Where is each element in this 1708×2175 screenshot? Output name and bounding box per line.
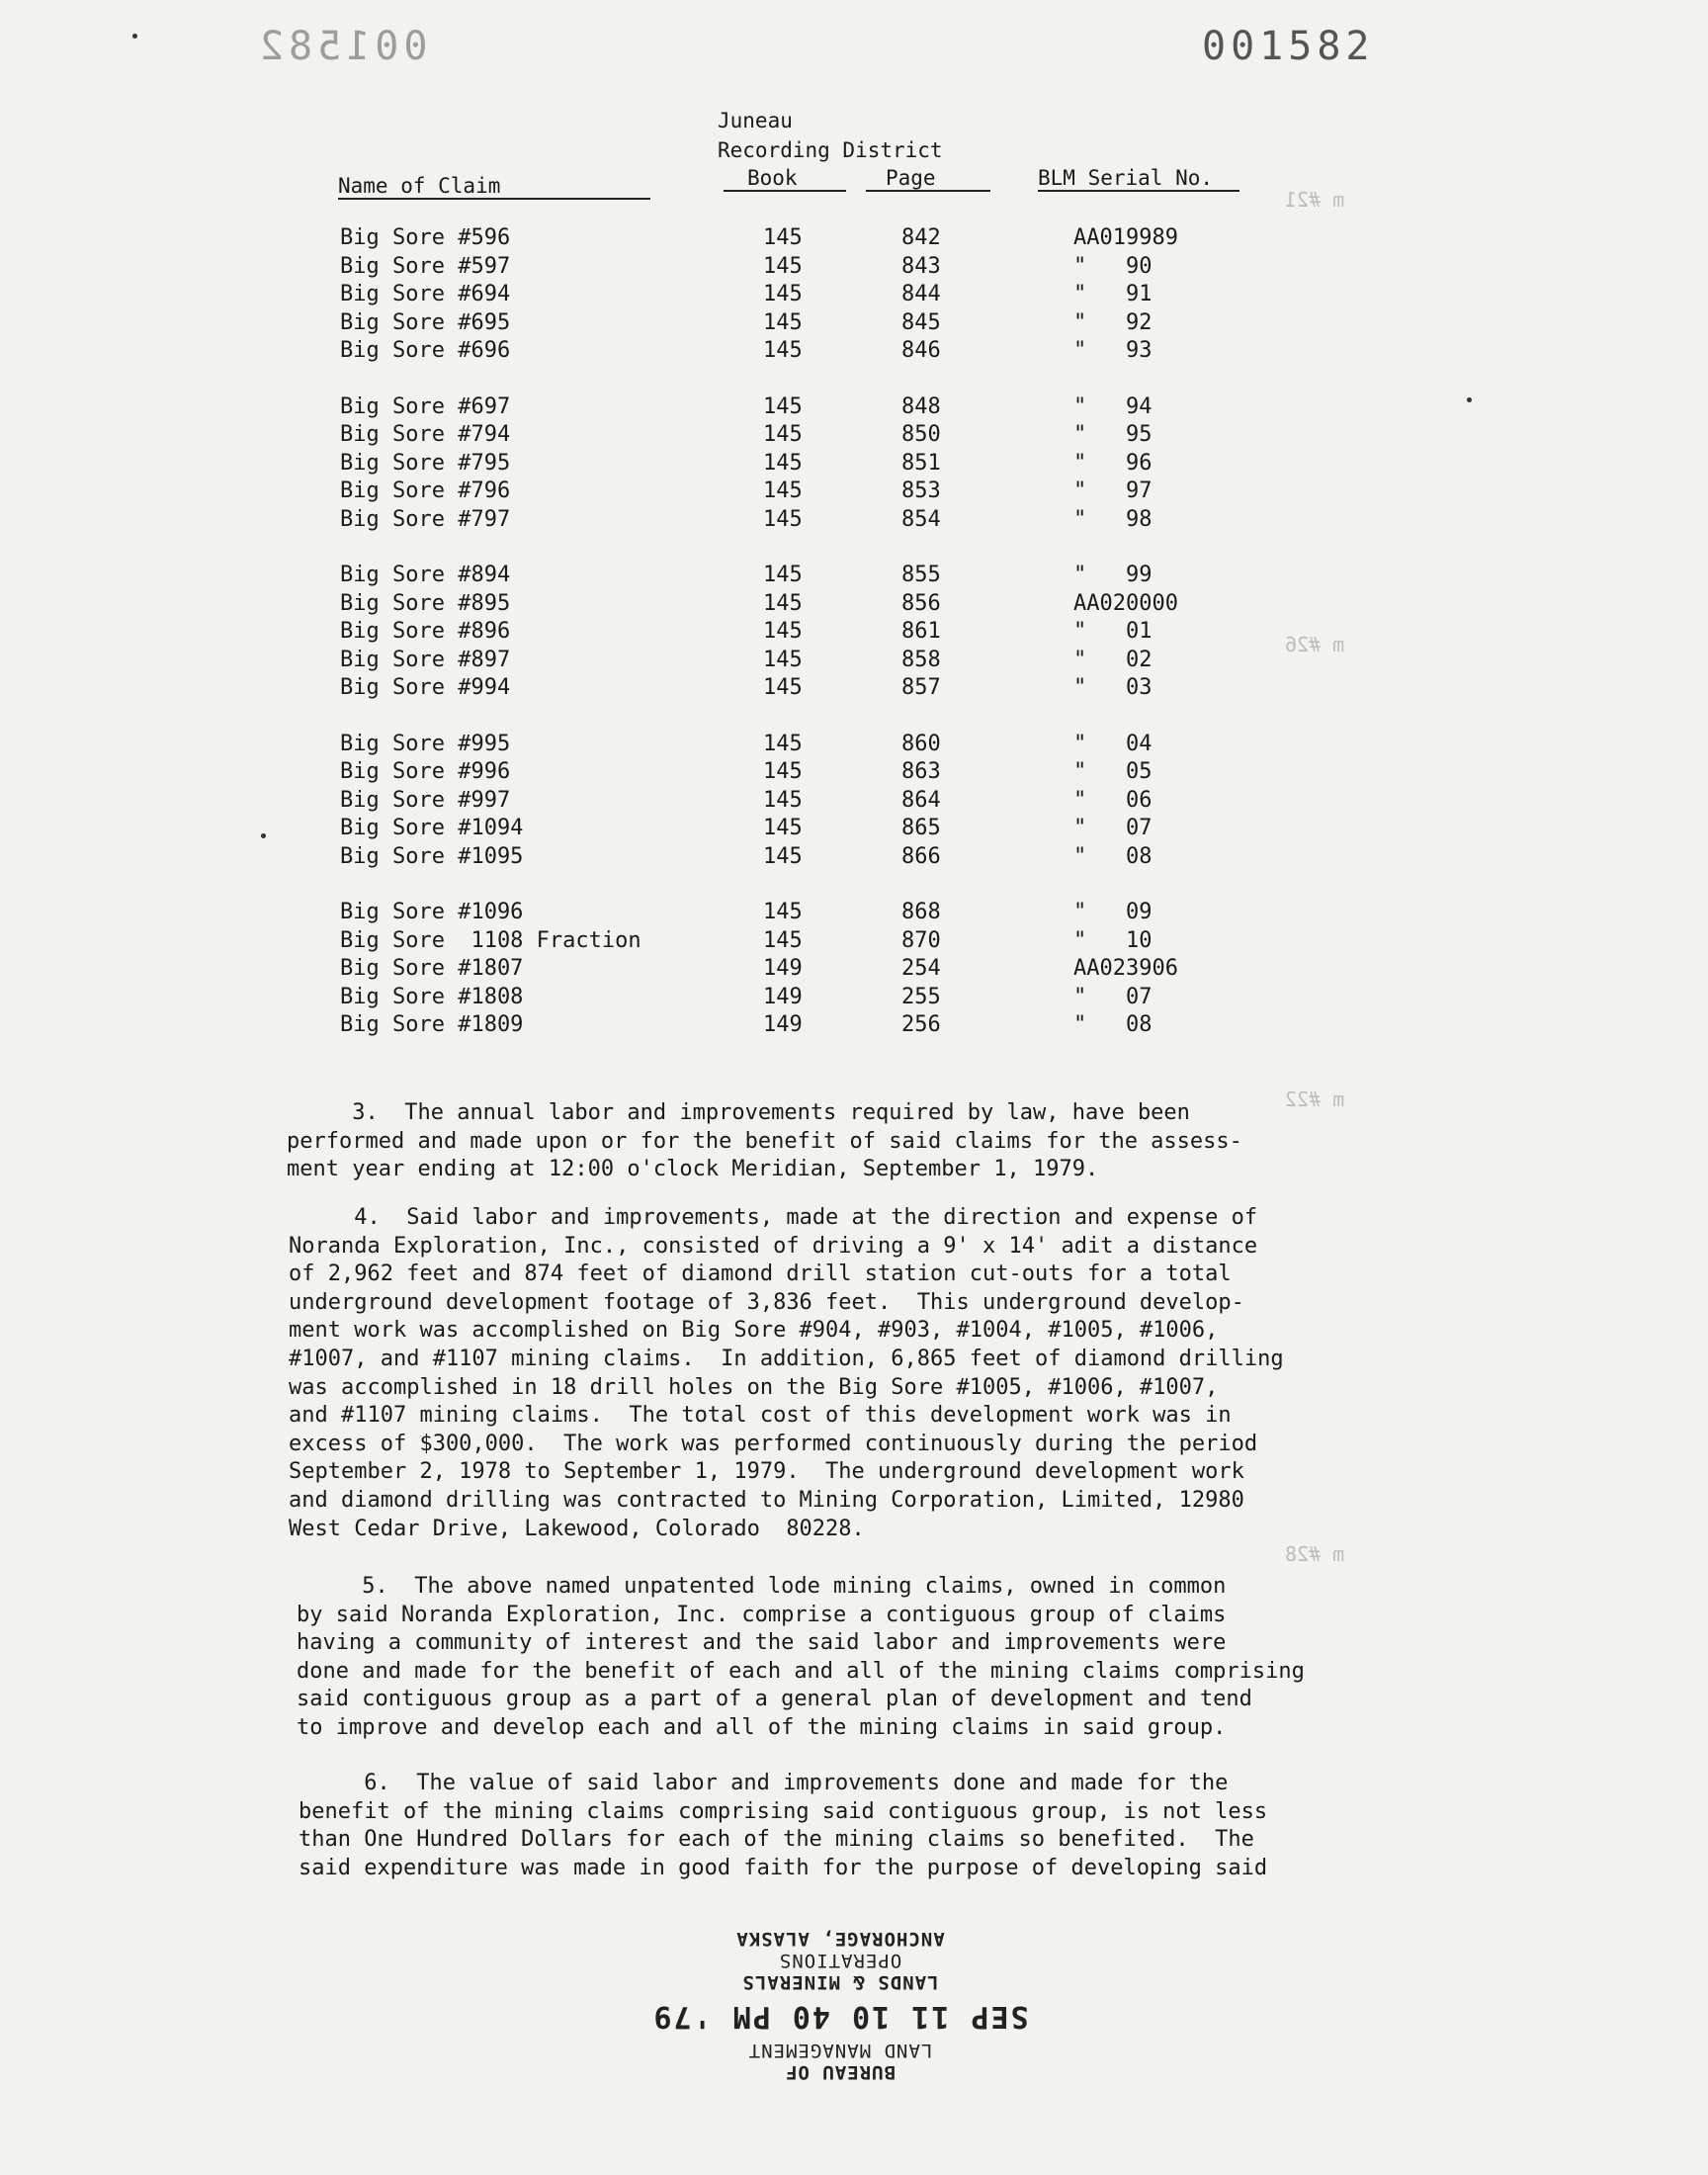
claim-serial: " 08 bbox=[1073, 843, 1153, 869]
claim-book: 145 bbox=[763, 843, 803, 869]
claim-name: Big Sore #794 bbox=[340, 422, 511, 447]
claim-name: Big Sore #897 bbox=[340, 647, 511, 672]
column-header-page: Page bbox=[866, 166, 990, 192]
bleed-through-doc-number: 001582 bbox=[255, 24, 428, 69]
column-header-book: Book bbox=[724, 166, 846, 192]
claim-serial: " 03 bbox=[1073, 675, 1153, 700]
claim-page: 868 bbox=[901, 900, 941, 924]
claim-page: 254 bbox=[901, 956, 941, 981]
claim-page: 865 bbox=[901, 816, 941, 840]
claim-name: Big Sore #895 bbox=[340, 590, 511, 616]
doc-number: 001582 bbox=[1202, 24, 1375, 69]
claim-page: 864 bbox=[901, 787, 941, 813]
claim-serial: " 92 bbox=[1073, 309, 1153, 335]
stamp-received-date: SEP 11 10 40 PM '79 bbox=[651, 1999, 1029, 2034]
claim-page: 866 bbox=[901, 843, 941, 869]
claim-book: 145 bbox=[763, 759, 803, 784]
bleed-through-mark: m #22 bbox=[1285, 1088, 1345, 1111]
claim-serial: " 98 bbox=[1073, 506, 1153, 532]
stamp-lands-minerals: LANDS & MINERALS bbox=[741, 1971, 939, 1993]
column-header-name: Name of Claim bbox=[338, 174, 650, 200]
stamp-location: ANCHORAGE, ALASKA bbox=[735, 1928, 945, 1950]
claim-page: 850 bbox=[901, 422, 941, 447]
claim-page: 846 bbox=[901, 338, 941, 363]
claim-book: 149 bbox=[763, 984, 803, 1009]
claim-name: Big Sore #1096 bbox=[340, 900, 524, 924]
column-header-blm-serial: BLM Serial No. bbox=[1038, 166, 1239, 192]
claim-book: 145 bbox=[763, 731, 803, 756]
claim-name: Big Sore #797 bbox=[340, 506, 511, 532]
claim-name: Big Sore #896 bbox=[340, 619, 511, 644]
stamp-operations: OPERATIONS bbox=[778, 1950, 902, 1971]
claim-serial: " 91 bbox=[1073, 282, 1153, 306]
claim-serial: AA020000 bbox=[1073, 590, 1178, 616]
claim-page: 861 bbox=[901, 619, 941, 644]
claim-page: 863 bbox=[901, 759, 941, 784]
bleed-through-mark: m #21 bbox=[1285, 188, 1345, 212]
claim-book: 145 bbox=[763, 393, 803, 419]
claim-page: 844 bbox=[901, 282, 941, 306]
claim-book: 149 bbox=[763, 956, 803, 981]
claim-serial: " 93 bbox=[1073, 338, 1153, 363]
claim-book: 145 bbox=[763, 816, 803, 840]
claim-name: Big Sore #796 bbox=[340, 478, 511, 503]
district-header-line2: Recording District bbox=[718, 138, 943, 162]
claim-name: Big Sore #1808 bbox=[340, 984, 524, 1009]
claim-serial: " 07 bbox=[1073, 984, 1153, 1009]
claim-book: 145 bbox=[763, 619, 803, 644]
claim-page: 848 bbox=[901, 393, 941, 419]
claim-serial: " 08 bbox=[1073, 1012, 1153, 1037]
claim-page: 870 bbox=[901, 927, 941, 953]
claim-serial: " 06 bbox=[1073, 787, 1153, 813]
claim-page: 855 bbox=[901, 563, 941, 587]
claim-book: 149 bbox=[763, 1012, 803, 1037]
claim-book: 145 bbox=[763, 282, 803, 306]
claim-name: Big Sore #596 bbox=[340, 225, 511, 250]
claim-serial: " 94 bbox=[1073, 393, 1153, 419]
claim-name: Big Sore #694 bbox=[340, 282, 511, 306]
claim-name: Big Sore #994 bbox=[340, 675, 511, 700]
claim-page: 857 bbox=[901, 675, 941, 700]
claim-book: 145 bbox=[763, 563, 803, 587]
claim-serial: " 97 bbox=[1073, 478, 1153, 503]
claim-serial: " 10 bbox=[1073, 927, 1153, 953]
claim-page: 854 bbox=[901, 506, 941, 532]
speck bbox=[1467, 397, 1472, 402]
claim-name: Big Sore #1094 bbox=[340, 816, 524, 840]
claim-book: 145 bbox=[763, 450, 803, 476]
claim-book: 145 bbox=[763, 422, 803, 447]
claim-serial: " 90 bbox=[1073, 253, 1153, 279]
claim-page: 255 bbox=[901, 984, 941, 1009]
claim-page: 845 bbox=[901, 309, 941, 335]
speck bbox=[261, 833, 266, 838]
claim-page: 858 bbox=[901, 647, 941, 672]
claim-name: Big Sore #697 bbox=[340, 393, 511, 419]
claim-book: 145 bbox=[763, 309, 803, 335]
paragraph-6: 6. The value of said labor and improvements done and made for the benefit of the mining claims comprising said contiguous group, is not less than One Hundred Dollars for each of the mining claims so benefited. The said expenditure was made in good faith for the purpose of developing said bbox=[299, 1771, 1268, 1880]
claim-name: Big Sore #995 bbox=[340, 731, 511, 756]
bureau-receipt-stamp bbox=[593, 1928, 1087, 2083]
stamp-bureau: BUREAU OF bbox=[785, 2061, 896, 2083]
claim-page: 860 bbox=[901, 731, 941, 756]
claim-page: 842 bbox=[901, 225, 941, 250]
claim-book: 145 bbox=[763, 675, 803, 700]
claim-book: 145 bbox=[763, 590, 803, 616]
claim-book: 145 bbox=[763, 338, 803, 363]
claim-page: 856 bbox=[901, 590, 941, 616]
bleed-through-mark: m #26 bbox=[1285, 633, 1345, 656]
claim-serial: " 05 bbox=[1073, 759, 1153, 784]
bleed-through-mark: m #28 bbox=[1285, 1542, 1345, 1566]
claim-page: 853 bbox=[901, 478, 941, 503]
speck bbox=[132, 34, 137, 39]
claim-name: Big Sore #996 bbox=[340, 759, 511, 784]
claim-book: 145 bbox=[763, 478, 803, 503]
paragraph-4: 4. Said labor and improvements, made at the direction and expense of Noranda Exploration, Inc., consisted of driving a 9' x 14' adit a distance of 2,962 feet and 874 feet of diamond drill station cut-outs for a total underground development footage of 3,836 feet. This underground develop- ment work was accomplished on Big Sore #904, #903, #1004, #1005, #1006, #1007, and #1107 mining claims. In addition, 6,865 feet of diamond drilling was accomplished in 18 drill holes on the Big Sore #1005, #1006, #1007, and #1107 mining claims. The total cost of this development work was in excess of $300,000. The work was performed continuously during the period September 2, 1978 to September 1, 1979. The underground development work and diamond drilling was contracted to Mining Corporation, Limited, 12980 West Cedar Drive, Lakewood, Colorado 80228. bbox=[289, 1205, 1284, 1541]
claim-name: Big Sore #1809 bbox=[340, 1012, 524, 1037]
claim-name: Big Sore #894 bbox=[340, 563, 511, 587]
claim-name: Big Sore #597 bbox=[340, 253, 511, 279]
paragraph-5: 5. The above named unpatented lode mining claims, owned in common by said Noranda Exploration, Inc. comprise a contiguous group of claims having a community of interest and the said labor and improvements were done and made for the benefit of each and all of the mining claims comprising said contiguous group as a part of a general plan of development and tend to improve and develop each and all of the mining claims in said group. bbox=[297, 1574, 1305, 1740]
stamp-land-management: LAND MANAGEMENT bbox=[747, 2040, 933, 2061]
claim-page: 256 bbox=[901, 1012, 941, 1037]
claim-serial: " 96 bbox=[1073, 450, 1153, 476]
claim-page: 851 bbox=[901, 450, 941, 476]
claim-serial: " 02 bbox=[1073, 647, 1153, 672]
claim-book: 145 bbox=[763, 253, 803, 279]
claim-serial: " 09 bbox=[1073, 900, 1153, 924]
claim-book: 145 bbox=[763, 927, 803, 953]
claim-book: 145 bbox=[763, 225, 803, 250]
claim-name: Big Sore #997 bbox=[340, 787, 511, 813]
claim-name: Big Sore #695 bbox=[340, 309, 511, 335]
claim-page: 843 bbox=[901, 253, 941, 279]
claim-serial: " 07 bbox=[1073, 816, 1153, 840]
claim-serial: " 95 bbox=[1073, 422, 1153, 447]
district-header-line1: Juneau bbox=[718, 109, 793, 132]
claim-name: Big Sore #795 bbox=[340, 450, 511, 476]
claim-name: Big Sore #1095 bbox=[340, 843, 524, 869]
claim-book: 145 bbox=[763, 787, 803, 813]
claim-serial: " 99 bbox=[1073, 563, 1153, 587]
claim-serial: AA019989 bbox=[1073, 225, 1178, 250]
claim-book: 145 bbox=[763, 647, 803, 672]
claim-book: 145 bbox=[763, 900, 803, 924]
paragraph-3: 3. The annual labor and improvements required by law, have been performed and made upon or for the benefit of said claims for the assess- ment year ending at 12:00 o'clock Meridian, September 1, 1979. bbox=[287, 1100, 1242, 1182]
claim-serial: " 01 bbox=[1073, 619, 1153, 644]
claim-book: 145 bbox=[763, 506, 803, 532]
claim-serial: " 04 bbox=[1073, 731, 1153, 756]
claim-serial: AA023906 bbox=[1073, 956, 1178, 981]
claim-name: Big Sore 1108 Fraction bbox=[340, 927, 641, 953]
claim-name: Big Sore #696 bbox=[340, 338, 511, 363]
claim-name: Big Sore #1807 bbox=[340, 956, 524, 981]
